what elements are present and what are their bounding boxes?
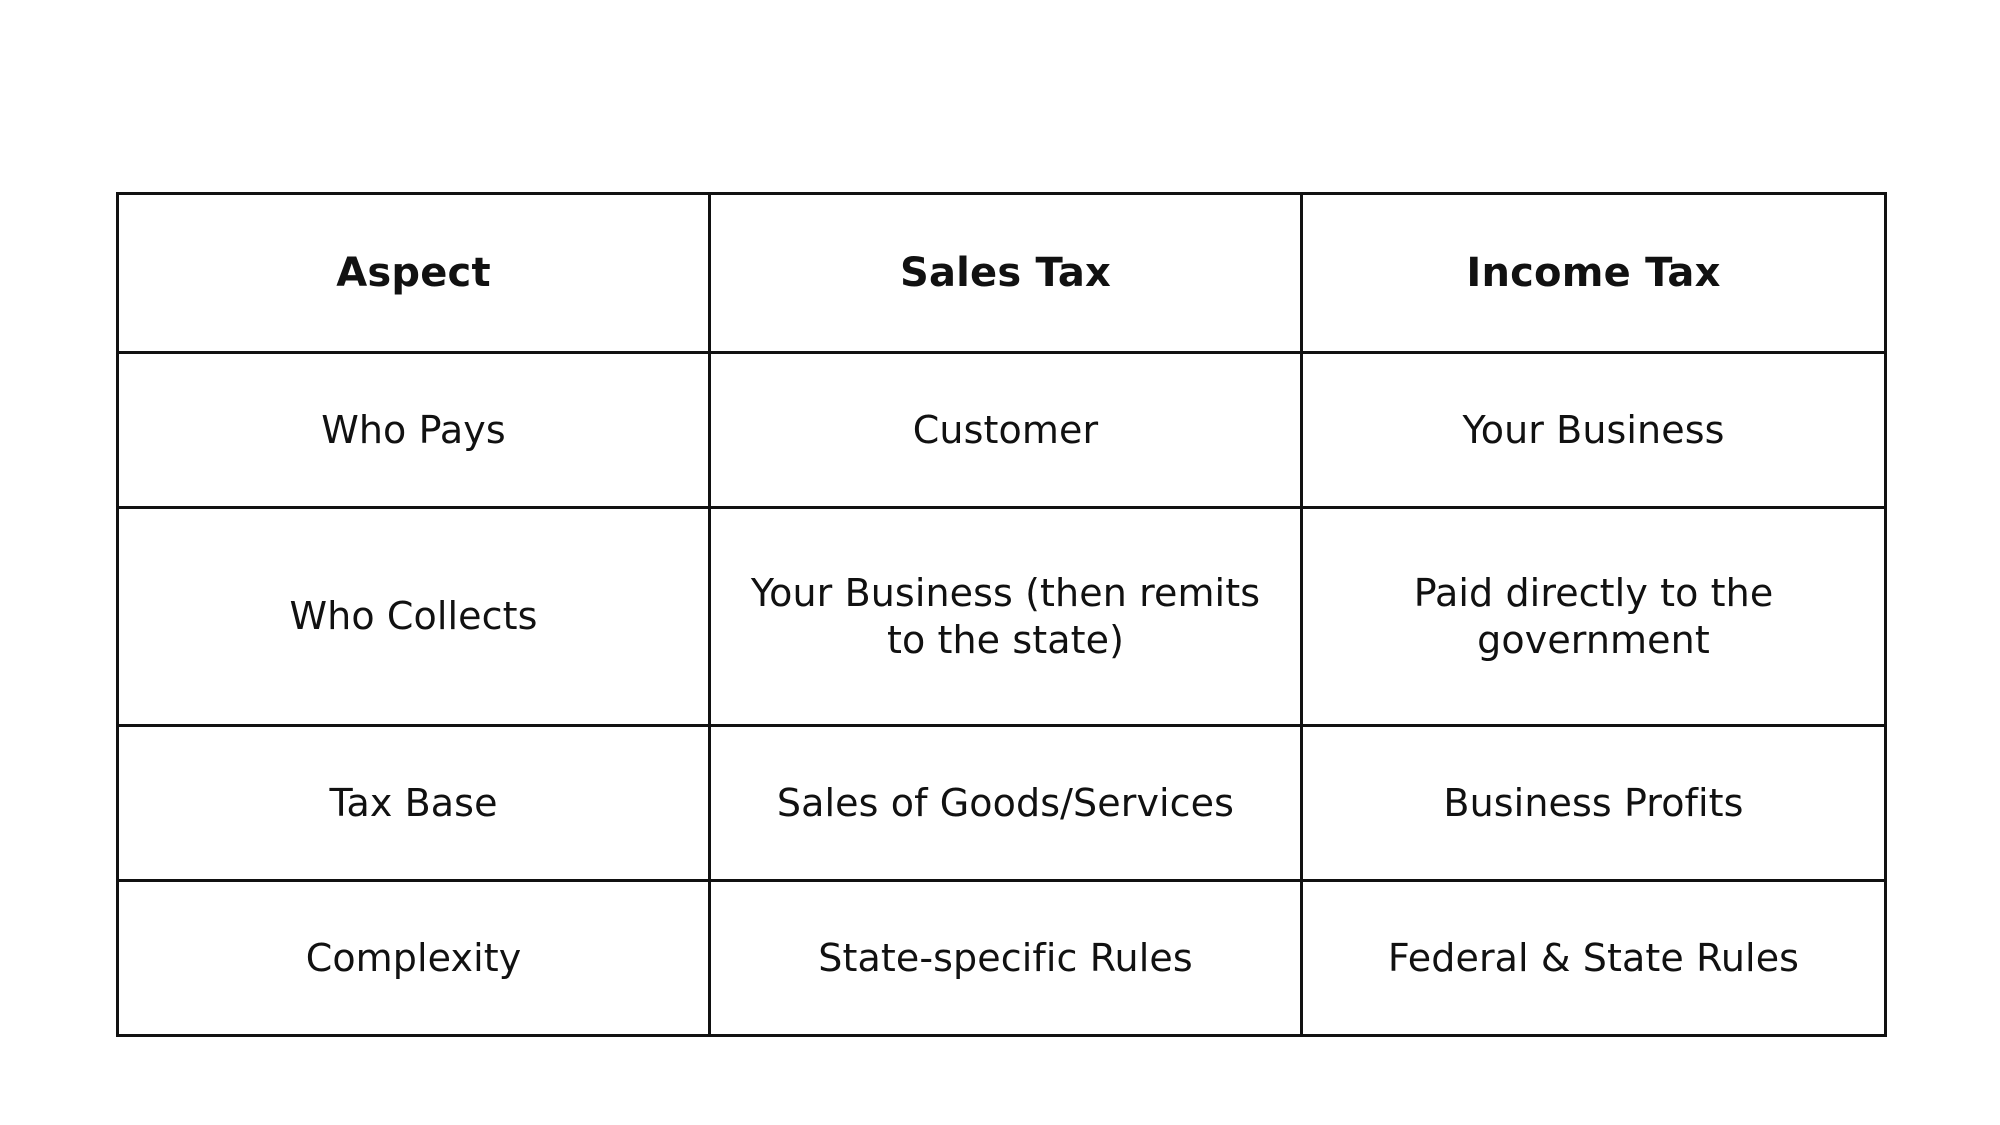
table-row <box>118 726 1886 881</box>
cell-aspect-text: Who Collects <box>289 594 538 639</box>
cell-aspect <box>118 726 710 881</box>
table-row <box>118 881 1886 1036</box>
cell-income-tax-text: Your Business <box>1462 407 1725 452</box>
comparison-table <box>116 192 1887 1037</box>
cell-aspect-text: Tax Base <box>329 780 498 825</box>
cell-sales-tax <box>710 726 1302 881</box>
cell-sales-tax-text: Your Business (then remits to the state) <box>750 571 1261 662</box>
cell-sales-tax <box>710 881 1302 1036</box>
cell-income-tax <box>1302 726 1886 881</box>
cell-income-tax <box>1302 353 1886 508</box>
cell-aspect <box>118 881 710 1036</box>
column-header-aspect-label: Aspect <box>336 249 491 296</box>
column-header-sales-tax-label: Sales Tax <box>899 249 1112 296</box>
column-header-income-tax <box>1302 194 1886 353</box>
cell-income-tax-text: Paid directly to the government <box>1413 571 1774 662</box>
column-header-income-tax-label: Income Tax <box>1466 249 1721 296</box>
cell-income-tax <box>1302 508 1886 726</box>
cell-aspect <box>118 353 710 508</box>
comparison-table-container <box>116 192 1884 1037</box>
cell-sales-tax <box>710 508 1302 726</box>
cell-sales-tax <box>710 353 1302 508</box>
table-body <box>118 353 1886 1036</box>
cell-income-tax-text: Business Profits <box>1443 780 1744 825</box>
column-header-aspect <box>118 194 710 353</box>
table-header <box>118 194 1886 353</box>
cell-aspect <box>118 508 710 726</box>
cell-income-tax <box>1302 881 1886 1036</box>
table-row <box>118 508 1886 726</box>
column-header-sales-tax <box>710 194 1302 353</box>
cell-sales-tax-text: State-specific Rules <box>818 935 1193 980</box>
cell-aspect-text: Complexity <box>305 935 522 980</box>
cell-sales-tax-text: Sales of Goods/Services <box>776 780 1235 825</box>
table-row <box>118 353 1886 508</box>
cell-aspect-text: Who Pays <box>321 407 506 452</box>
cell-income-tax-text: Federal & State Rules <box>1387 935 1800 980</box>
cell-sales-tax-text: Customer <box>912 407 1099 452</box>
table-header-row <box>118 194 1886 353</box>
